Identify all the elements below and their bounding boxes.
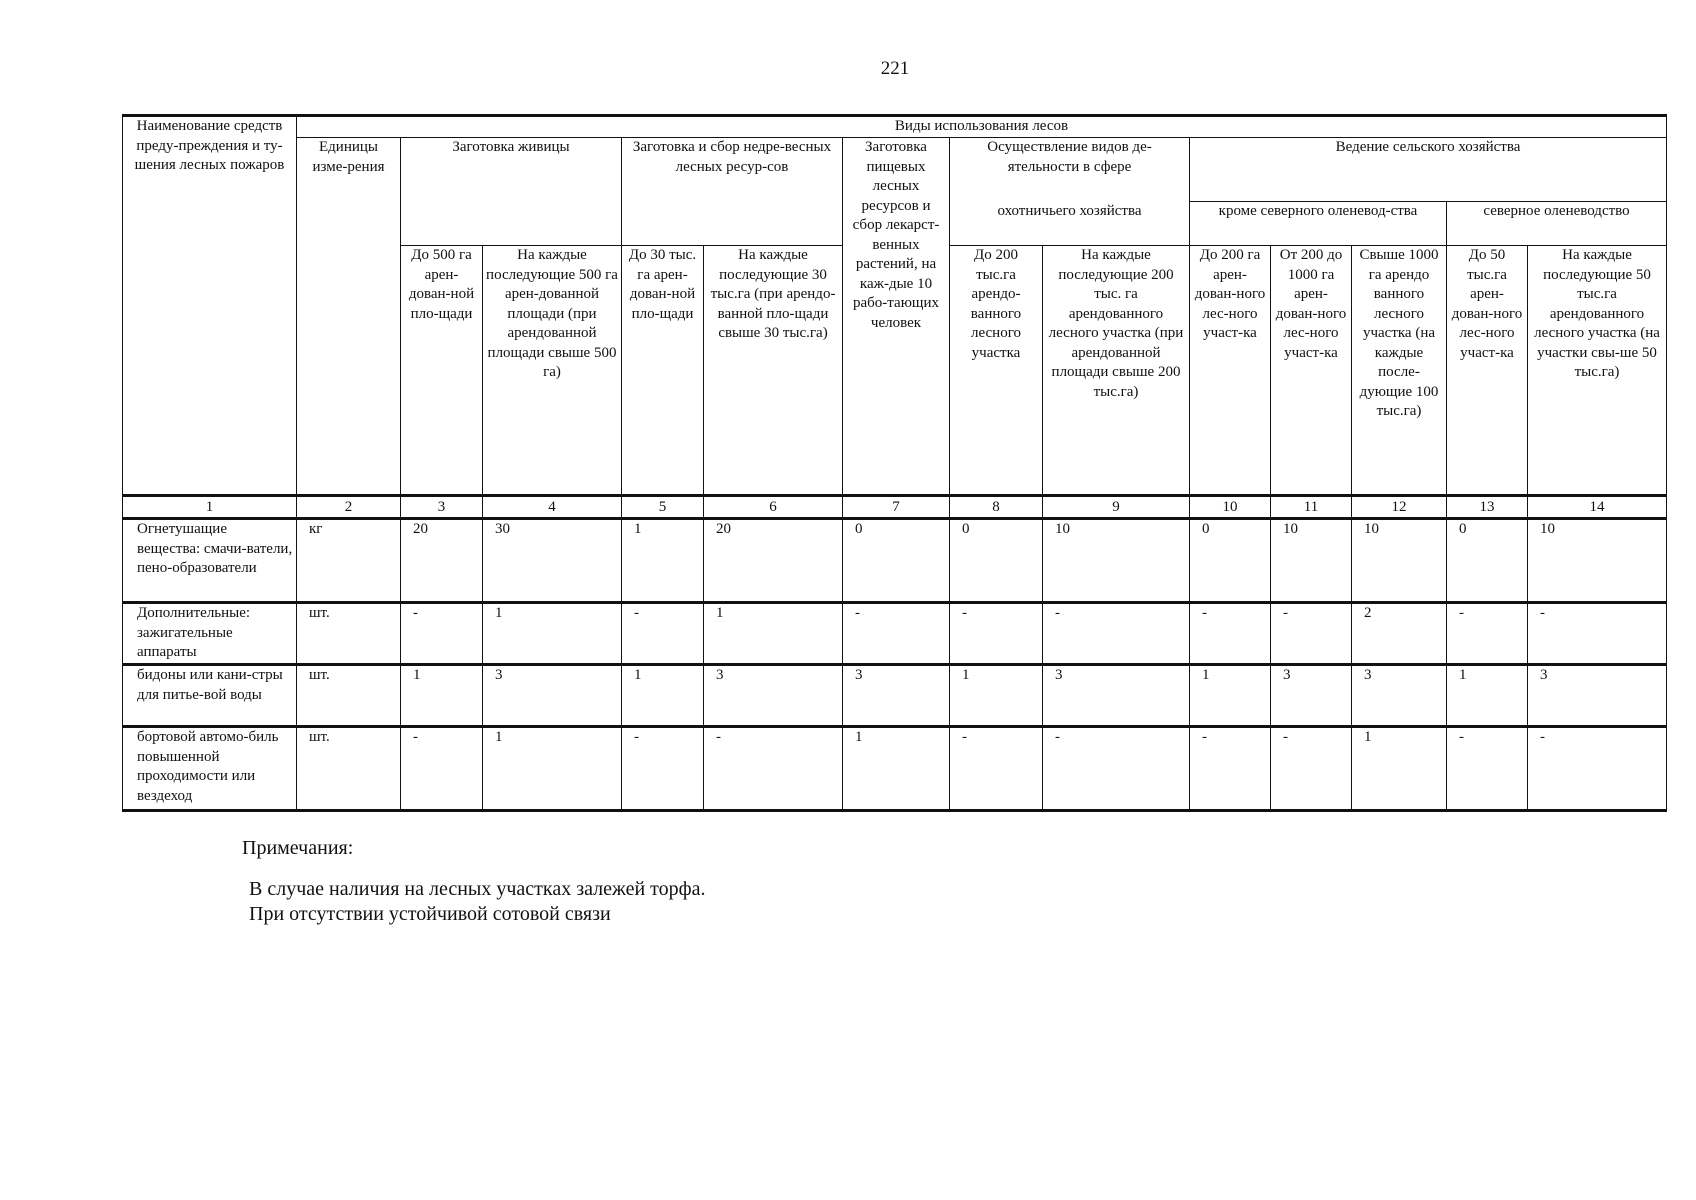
column-number: 5: [622, 496, 704, 519]
table-row: [123, 727, 1667, 811]
row-value: 3: [1528, 665, 1667, 727]
column-number: 10: [1190, 496, 1271, 519]
row-item-name: Дополнительные: зажигательные аппараты: [123, 603, 297, 665]
column-number: 1: [123, 496, 297, 519]
row-value: 0: [950, 519, 1043, 603]
row-value: 3: [704, 665, 843, 727]
row-value: -: [401, 603, 483, 665]
header-forest-use-types: Виды использования лесов: [297, 116, 1667, 138]
row-value: 1: [704, 603, 843, 665]
row-value: -: [622, 727, 704, 811]
row-value: 10: [1528, 519, 1667, 603]
row-value: 3: [483, 665, 622, 727]
column-number: 8: [950, 496, 1043, 519]
row-value: 3: [843, 665, 950, 727]
row-value: 1: [483, 727, 622, 811]
row-value: 3: [1043, 665, 1190, 727]
header-col-14: На каждые последующие 50 тыс.га арендованного лесного участка (на участки свы-ше 50 тыс.га): [1528, 246, 1667, 496]
column-number: 9: [1043, 496, 1190, 519]
note-line: При отсутствии устойчивой сотовой связи: [249, 903, 611, 925]
row-value: -: [1043, 727, 1190, 811]
header-selhoz: Ведение сельского хозяйства: [1190, 138, 1667, 202]
notes-title: Примечания:: [242, 837, 354, 859]
header-severnoe-olenevodstvo: северное оленеводство: [1447, 202, 1667, 246]
header-col-3: До 500 га арен-дован-ной пло-щади: [401, 246, 483, 496]
column-number: 12: [1352, 496, 1447, 519]
page-number: 221: [880, 58, 910, 79]
header-col-4: На каждые последующие 500 га арен-дованной площади (при арендованной площади свыше 500 га): [483, 246, 622, 496]
row-value: -: [1271, 727, 1352, 811]
header-col-5: До 30 тыс. га арен-дован-ной пло-щади: [622, 246, 704, 496]
row-value: 1: [1352, 727, 1447, 811]
row-value: 20: [401, 519, 483, 603]
row-value: -: [950, 727, 1043, 811]
row-value: -: [1190, 603, 1271, 665]
header-zhivica: Заготовка живицы: [401, 138, 622, 246]
row-value: 1: [1190, 665, 1271, 727]
row-unit: шт.: [297, 665, 401, 727]
header-nedrevesnye: Заготовка и сбор недре-весных лесных ресур-сов: [622, 138, 843, 246]
table-row: [123, 519, 1667, 603]
row-value: -: [1043, 603, 1190, 665]
column-number: 11: [1271, 496, 1352, 519]
row-value: -: [1528, 727, 1667, 811]
table-row: [123, 603, 1667, 665]
row-value: -: [1271, 603, 1352, 665]
row-value: 10: [1271, 519, 1352, 603]
column-number: 2: [297, 496, 401, 519]
column-number: 6: [704, 496, 843, 519]
header-col-12: Свыше 1000 га арендо ванного лесного участка (на каждые после-дующие 100 тыс.га): [1352, 246, 1447, 496]
row-value: -: [622, 603, 704, 665]
row-value: 1: [950, 665, 1043, 727]
row-value: 30: [483, 519, 622, 603]
header-col-13: До 50 тыс.га арен-дован-ного лес-ного участ-ка: [1447, 246, 1528, 496]
header-ohota-bottom: охотничьего хозяйства: [950, 202, 1190, 246]
row-unit: шт.: [297, 603, 401, 665]
header-col-9: На каждые последующие 200 тыс. га арендованного лесного участка (при арендованной площади свыше 200 тыс.га): [1043, 246, 1190, 496]
header-ohota-top: Осуществление видов де-ятельности в сфере: [950, 138, 1190, 202]
row-value: 1: [843, 727, 950, 811]
row-value: 3: [1271, 665, 1352, 727]
table-row: [123, 665, 1667, 727]
column-number: 3: [401, 496, 483, 519]
row-unit: шт.: [297, 727, 401, 811]
row-value: -: [1447, 727, 1528, 811]
row-value: 10: [1352, 519, 1447, 603]
column-number: 4: [483, 496, 622, 519]
row-value: -: [1528, 603, 1667, 665]
header-name-column: Наименование средств преду-преждения и ту-шения лесных пожаров: [123, 116, 297, 496]
header-krome-olenevodstva: кроме северного оленевод-ства: [1190, 202, 1447, 246]
header-col-11: От 200 до 1000 га арен-дован-ного лес-ного участ-ка: [1271, 246, 1352, 496]
row-value: 0: [1447, 519, 1528, 603]
header-units-column: Единицы изме-рения: [297, 138, 401, 496]
row-item-name: бидоны или кани-стры для питье-вой воды: [123, 665, 297, 727]
row-value: -: [401, 727, 483, 811]
header-pishchevye: Заготовка пищевых лесных ресурсов и сбор лекарст-венных растений, на каж-дые 10 рабо-тающих человек: [843, 138, 950, 496]
notes: [242, 836, 705, 927]
row-value: 1: [401, 665, 483, 727]
row-value: 0: [1190, 519, 1271, 603]
row-value: 3: [1352, 665, 1447, 727]
fire-equipment-table: [122, 114, 1667, 812]
header-col-10: До 200 га арен-дован-ного лес-ного участ-ка: [1190, 246, 1271, 496]
header-col-6: На каждые последующие 30 тыс.га (при арендо-ванной пло-щади свыше 30 тыс.га): [704, 246, 843, 496]
row-unit: кг: [297, 519, 401, 603]
row-value: -: [1447, 603, 1528, 665]
column-number: 13: [1447, 496, 1528, 519]
row-value: 1: [483, 603, 622, 665]
row-value: -: [950, 603, 1043, 665]
row-item-name: Огнетушащие вещества: смачи-ватели, пено-образователи: [123, 519, 297, 603]
row-value: -: [704, 727, 843, 811]
row-value: -: [843, 603, 950, 665]
column-number: 14: [1528, 496, 1667, 519]
note-line: В случае наличия на лесных участках залежей торфа.: [249, 878, 706, 900]
row-value: 1: [1447, 665, 1528, 727]
row-value: 10: [1043, 519, 1190, 603]
row-value: 1: [622, 665, 704, 727]
row-value: 1: [622, 519, 704, 603]
row-value: 20: [704, 519, 843, 603]
row-value: 0: [843, 519, 950, 603]
row-value: 2: [1352, 603, 1447, 665]
column-number: 7: [843, 496, 950, 519]
row-value: -: [1190, 727, 1271, 811]
column-number-row: [123, 496, 1667, 519]
row-item-name: бортовой автомо-биль повышенной проходимости или вездеход: [123, 727, 297, 811]
header-col-8: До 200 тыс.га арендо-ванного лесного участка: [950, 246, 1043, 496]
